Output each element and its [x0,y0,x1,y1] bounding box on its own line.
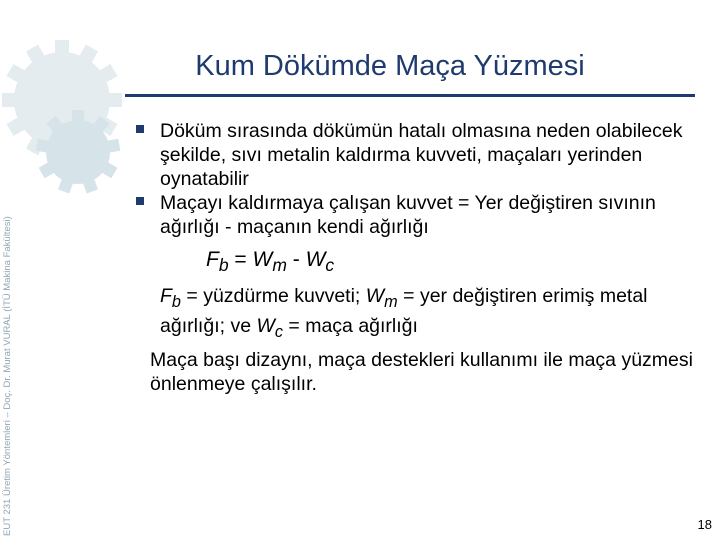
eq-wm-sub: m [272,255,287,276]
page-number: 18 [697,517,712,532]
bullet-square-icon [136,125,144,133]
eq-equals: = [228,248,253,271]
side-footer-text: EUT 231 Üretim Yöntemleri – Doç. Dr. Murat VURAL (İTÜ Makina Fakültesi) [2,216,13,536]
bullet-item [132,191,702,239]
eq-fb: F [206,248,219,271]
def-fb-sub: b [171,293,181,312]
def-text-1: = yüzdürme kuvveti; [180,285,366,308]
def-text-3: = maça ağırlığı [283,315,418,338]
slide-title: Kum Dökümde Maça Yüzmesi [195,50,585,82]
def-text-2: = yer değiştiren erimiş metal ağırlığı; ve [160,285,648,338]
def-fb: F [160,285,172,308]
gear-icon-small [36,110,121,194]
eq-wc-sub: c [325,255,335,276]
def-wc-sub: c [274,322,283,341]
bullet-square-icon [136,197,144,205]
eq-minus: - [286,248,306,271]
eq-fb-sub: b [218,255,229,276]
closing-paragraph: Maça başı dizaynı, maça destekleri kullanımı ile maça yüzmesi önlenmeye çalışılır. [150,348,693,395]
bullet-text: Maçayı kaldırmaya çalışan kuvvet = Yer değiştiren sıvının ağırlığı - maçanın kendi ağırlığı [160,192,656,238]
def-wc: W [256,315,275,338]
buoyancy-equation [132,247,702,278]
slide-body [132,119,702,396]
bullet-text: Döküm sırasında dökümün hatalı olmasına neden olabilecek şekilde, sıvı metalin kaldırma kuvveti, maçaları yerinden oynatabilir [160,120,683,190]
bullet-item [132,119,702,191]
def-wm: W [365,285,385,308]
definition-paragraph [132,284,702,344]
eq-wm: W [252,248,273,271]
title-divider [125,94,695,97]
def-wm-sub: m [384,293,398,312]
eq-wc: W [305,248,326,271]
gear-decoration [0,0,150,260]
